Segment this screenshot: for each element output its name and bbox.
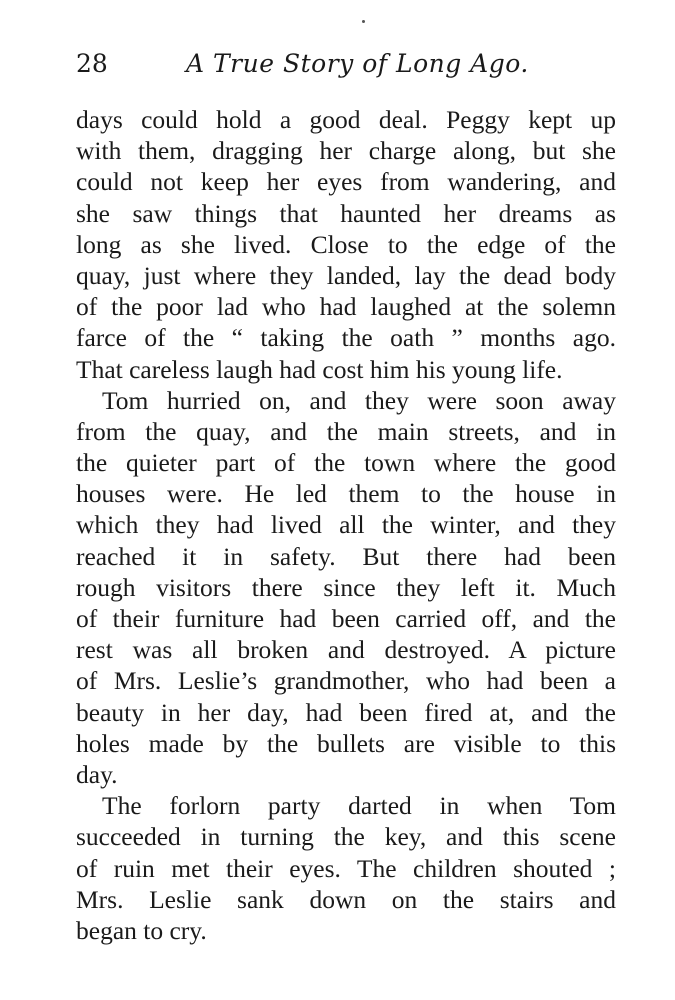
text-line: reached it in safety. But there had been <box>76 541 616 571</box>
text-line: rough visitors there since they left it. Much <box>76 572 616 602</box>
text-line: That careless laugh had cost him his young life. <box>76 354 563 384</box>
text-line: from the quay, and the main streets, and in <box>76 416 616 446</box>
text-line: could not keep her eyes from wandering, and <box>76 167 616 197</box>
body-text <box>76 104 616 946</box>
text-line: which they had lived all the winter, and they <box>76 510 616 540</box>
text-line: with them, dragging her charge along, but she <box>76 136 616 166</box>
text-line: Mrs. Leslie sank down on the stairs and <box>76 884 616 914</box>
text-line: the quieter part of the town where the good <box>76 448 616 478</box>
text-line: she saw things that haunted her dreams as <box>76 198 616 228</box>
text-line: of the poor lad who had laughed at the solemn <box>76 292 616 322</box>
text-line: of Mrs. Leslie’s grandmother, who had been a <box>76 666 616 696</box>
text-line: began to cry. <box>76 915 207 945</box>
page-header <box>76 46 616 82</box>
text-line: of their furniture had been carried off, and the <box>76 604 616 633</box>
text-line: beauty in her day, had been fired at, and the <box>76 697 616 727</box>
text-line: quay, just where they landed, lay the dead body <box>76 260 616 290</box>
text-line: holes made by the bullets are visible to this <box>76 728 616 758</box>
text-line: long as she lived. Close to the edge of the <box>76 229 616 259</box>
text-line: succeeded in turning the key, and this scene <box>76 822 616 852</box>
text-line: farce of the “ taking the oath ” months ago. <box>76 323 616 353</box>
text-line: Tom hurried on, and they were soon away <box>102 385 616 415</box>
text-line: houses were. He led them to the house in <box>76 479 616 509</box>
text-line: The forlorn party darted in when Tom <box>102 791 616 821</box>
text-line: rest was all broken and destroyed. A picture <box>76 635 616 665</box>
text-line: day. <box>76 759 118 789</box>
page-number: 28 <box>76 49 108 78</box>
running-title: A True Story of Long Ago. <box>186 49 529 78</box>
print-speck <box>362 20 365 23</box>
text-line: of ruin met their eyes. The children shouted ; <box>76 853 616 883</box>
text-line: days could hold a good deal. Peggy kept up <box>76 105 616 134</box>
